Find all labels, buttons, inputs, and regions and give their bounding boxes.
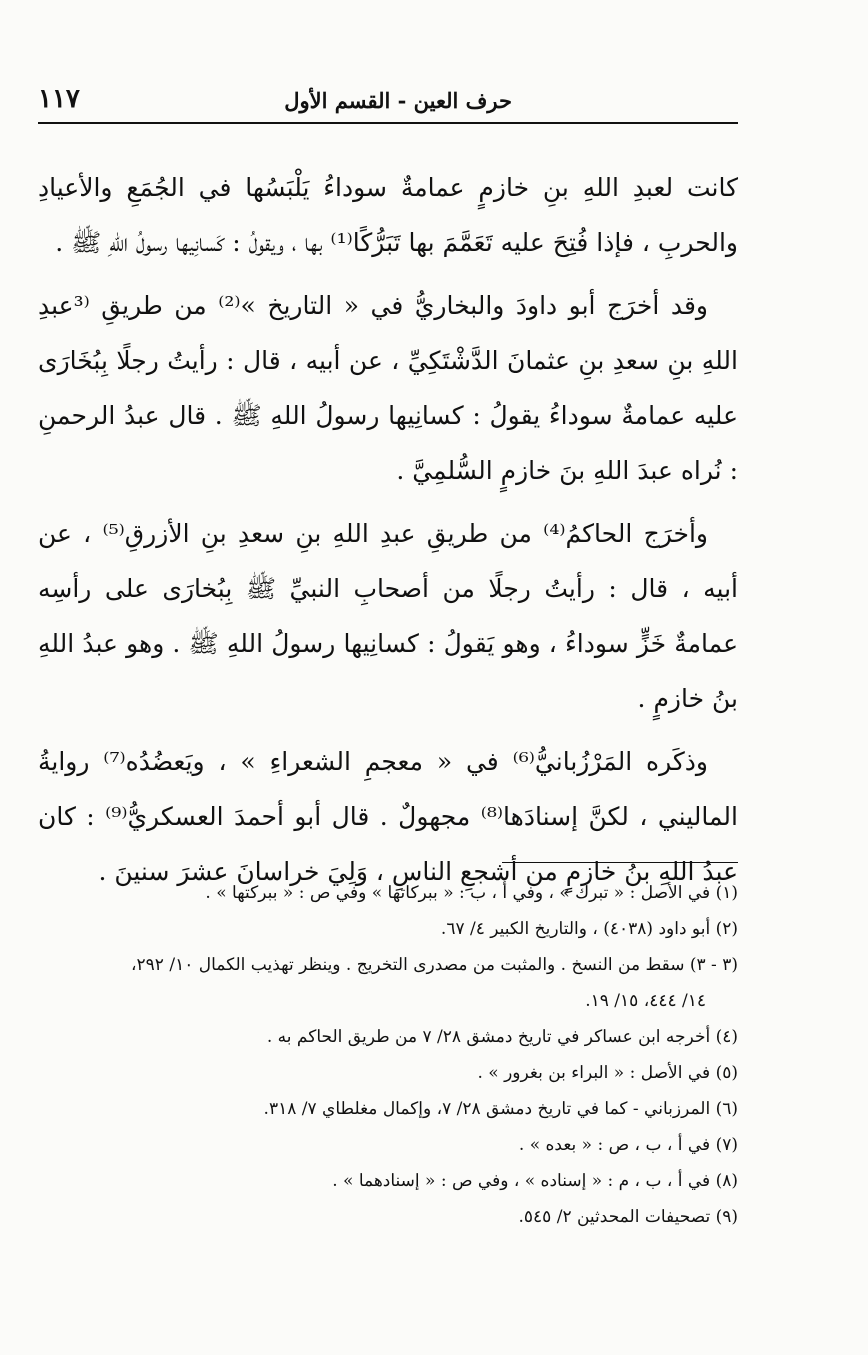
paragraph: وقد أخرَج أبو داودَ والبخاريُّ في « التاريخ »⁽²⁾ من طريقِ ⁽³عبدِ اللهِ بنِ سعدِ بنِ عثمانَ الدَّشْتَكِيِّ ، عن أبيه ، قال : رأيتُ رجلًا بِبُخَارَى عليه عمامةٌ سوداءُ يقولُ : كسانِيها رسولُ اللهِ ﷺ . قال عبدُ الرحمنِ : نُراه عبدَ اللهِ بنَ خازمٍ السُّلمِيَّ . [38, 291, 738, 485]
footnote: (١) في الأصل : « تبرك » ، وفي أ ، ب : « ببركاتها » وفي ص : « ببركتها » . [205, 883, 738, 903]
page-number: ١١٧ [38, 84, 80, 114]
footnote: (٩) تصحيفات المحدثين ٢/ ٥٤٥. [518, 1207, 738, 1227]
main-text [38, 160, 738, 907]
paragraph: وذكَره المَرْزُبانيُّ⁽⁶⁾ في « معجمِ الشعراءِ » ، ويَعضُدُه⁽⁷⁾ روايةُ الماليني ، لكنَّ إسنادَها⁽⁸⁾ مجهولٌ . قال أبو أحمدَ العسكريُّ⁽⁹⁾ : كان عبدُ اللهِ بنُ خازمٍ من أشجعِ الناسِ ، وَلِيَ خراسانَ عشرَ سنينَ . [38, 747, 738, 886]
footnote: (٨) في أ ، ب ، م : « إسناده » ، وفي ص : « إسنادهما » . [332, 1171, 738, 1191]
footnote: (٢) أبو داود (٤٠٣٨) ، والتاريخ الكبير ٤/ ٦٧. [440, 919, 738, 939]
footnote: (٤) أخرجه ابن عساكر في تاريخ دمشق ٢٨/ ٧ من طريق الحاكم به . [266, 1027, 738, 1047]
paragraph: كانت لعبدِ اللهِ بنِ خازمٍ عمامةٌ سوداءُ يَلْبَسُها في الجُمَعِ والأعيادِ والحربِ ، فإذا فُتِحَ عليه تَعَمَّمَ بها تَبَرُّكًا⁽¹⁾ بها ، ويقولُ : كَسانِيها رسولُ اللهِ ﷺ . [38, 173, 738, 257]
page-header [38, 82, 738, 124]
footnote-separator [502, 862, 738, 863]
footnote: (٧) في أ ، ب ، ص : « بعده » . [518, 1135, 738, 1155]
paragraph: وأخرَج الحاكمُ⁽⁴⁾ من طريقِ عبدِ اللهِ بنِ سعدِ بنِ الأزرقِ⁽⁵⁾ ، عن أبيه ، قال : رأيتُ رجلًا من أصحابِ النبيِّ ﷺ بِبُخارَى على رأسِه عمامةٌ خَزٍّ سوداءُ ، وهو يَقولُ : كسانِيها رسولُ اللهِ ﷺ . وهو عبدُ اللهِ بنُ خازمٍ . [38, 519, 738, 713]
footnote-continuation: ١٤/ ٤٤٤، ١٥/ ١٩. [585, 991, 706, 1011]
running-title: حرف العين - القسم الأول [284, 88, 512, 113]
footnote: (٥) في الأصل : « البراء بن بغرور » . [477, 1063, 738, 1083]
footnote: (٦) المرزباني - كما في تاريخ دمشق ٢٨/ ٧، وإكمال مغلطاي ٧/ ٣١٨. [263, 1099, 738, 1119]
footnote: (٣ - ٣) سقط من النسخ . والمثبت من مصدرى التخريج . وينظر تهذيب الكمال ١٠/ ٢٩٢، [131, 955, 738, 975]
footnotes [38, 875, 738, 1235]
